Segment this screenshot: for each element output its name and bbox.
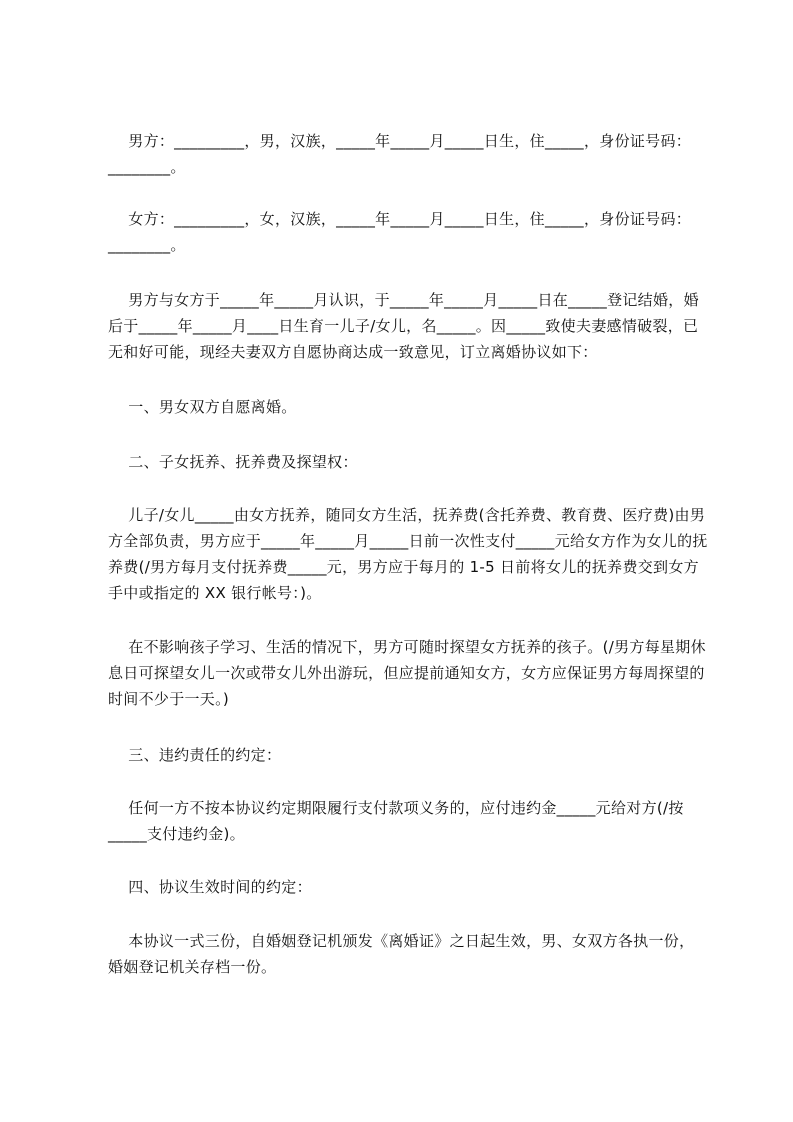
section-heading-divorce: 一、男女双方自愿离婚。 [108, 398, 297, 416]
paragraph-effective-time: 本协议一式三份，自婚姻登记机颁发《离婚证》之日起生效，男、女双方各执一份，婚姻登记机关存档一份。 [108, 932, 695, 976]
paragraph-penalty: 任何一方不按本协议约定期限履行支付款项义务的，应付违约金_____元给对方(/按_____支付违约金)。 [108, 799, 684, 843]
paragraph-visitation: 在不影响孩子学习、生活的情况下，男方可随时探望女方抚养的孩子。(/男方每星期休息日可探望女儿一次或带女儿外出游玩，但应提前通知女方，女方应保证男方每周探望的时间不少于一天。) [108, 638, 706, 708]
section-heading-effective-time: 四、协议生效时间的约定： [108, 878, 312, 896]
paragraph-marriage-background: 男方与女方于_____年_____月认识，于_____年_____月_____日在_____登记结婚，婚后于_____年_____月____日生育一儿子/女儿，名_____。因_____致使夫妻感情破裂，已无和好可能，现经夫妻双方自愿协商达成一致意见，订立离婚协议如下： [108, 291, 699, 361]
paragraph-female-party: 女方：_________，女，汉族，_____年_____月_____日生，住_____，身份证号码：________。 [108, 210, 692, 254]
paragraph-child-support: 儿子/女儿_____由女方抚养，随同女方生活，抚养费(含托养费、教育费、医疗费)由男方全部负责，男方应于_____年_____月_____日前一次性支付_____元给女方作为女儿的抚养费(/男方每月支付抚养费_____元，男方应于每月的 1-5 日前将女儿的抚养费交到女方手中或指定的 XX 银行帐号：)。 [108, 506, 708, 602]
section-heading-custody: 二、子女抚养、抚养费及探望权： [108, 453, 358, 471]
section-heading-liability: 三、违约责任的约定： [108, 746, 282, 764]
paragraph-male-party: 男方：_________，男，汉族，_____年_____月_____日生，住_____，身份证号码：________。 [108, 132, 692, 176]
